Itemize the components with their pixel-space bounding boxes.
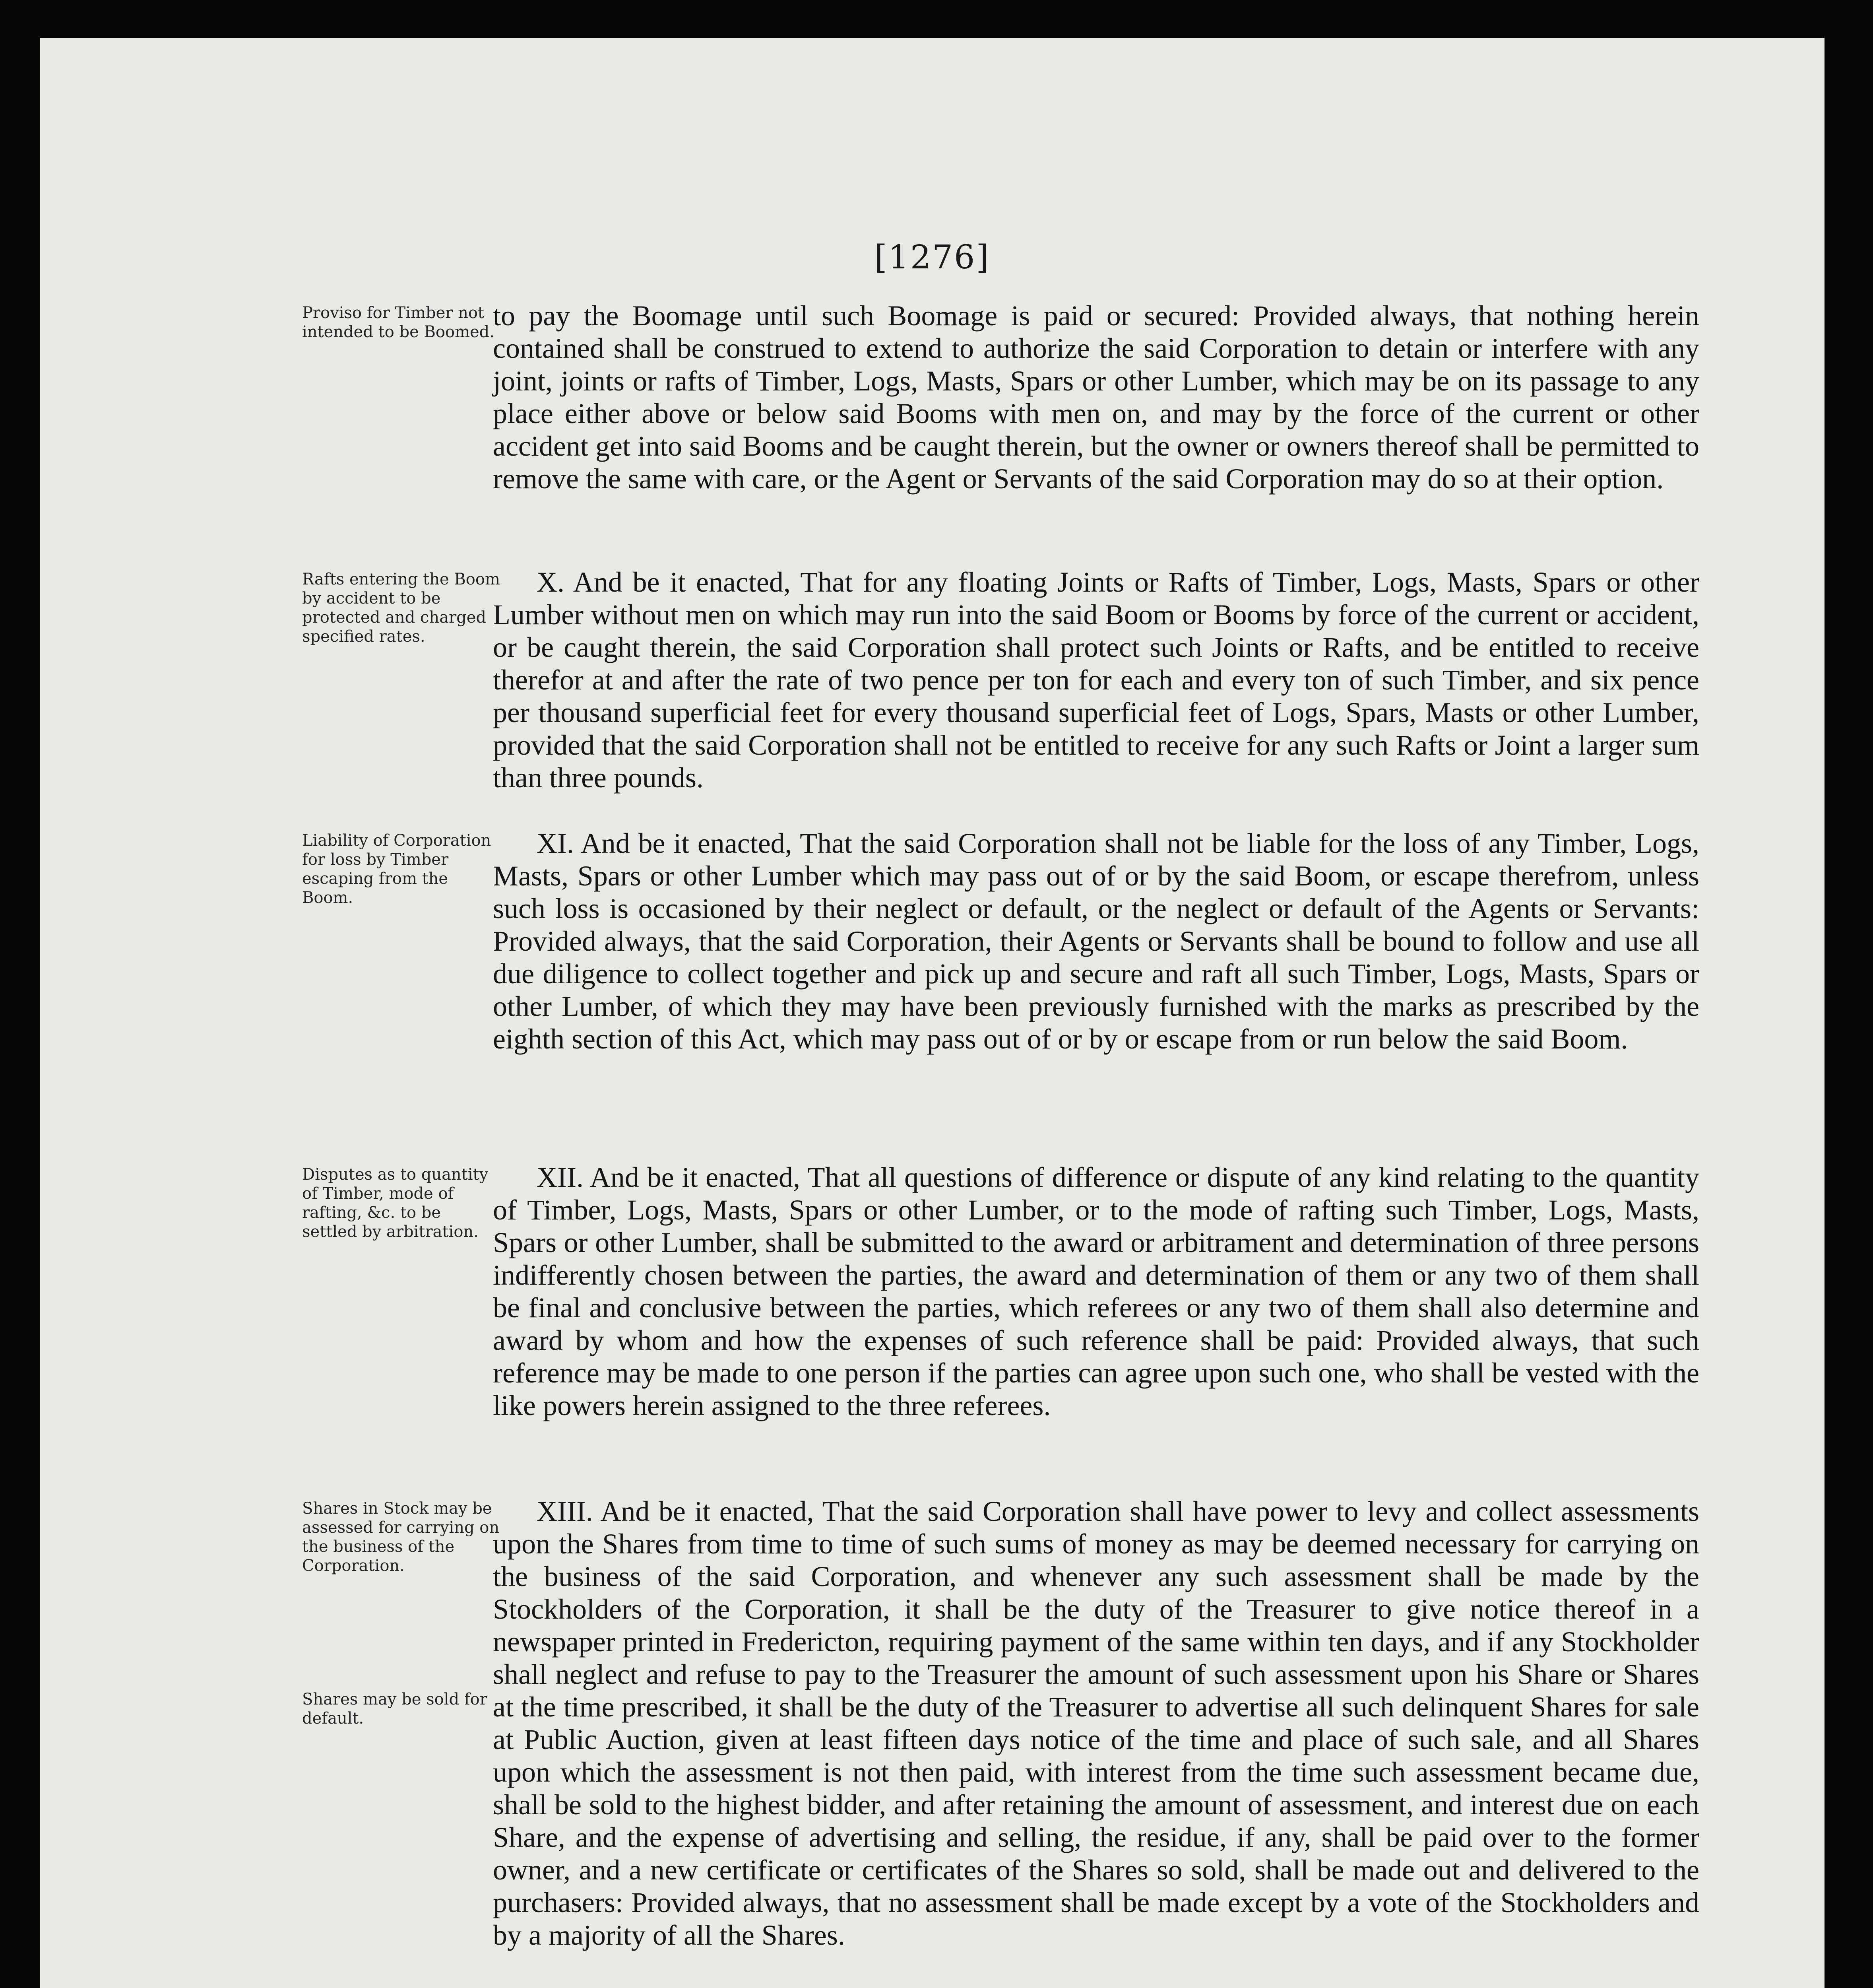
margin-note-section-xi: Liability of Corporation for loss by Timber escaping from the Boom. xyxy=(302,831,491,907)
section-continuation xyxy=(493,299,1699,495)
document-page xyxy=(40,38,1825,1988)
paragraph-text: XI. And be it enacted, That the said Corporation shall not be liable for the loss of any Timber, Logs, Masts, Spars or other Lumber which may pass out of or by the said Boom, or escape therefrom, unless such loss is occasioned by their neglect or default, or the neglect or default of the Agents or Servants: Provided always, that the said Corporation, their Agents or Servants shall be bound to follow and use all due diligence to collect together and pick up and secure and raft all such Timber, Logs, Masts, Spars or other Lumber, of which they may have been previously furnished with the marks as prescribed by the eighth section of this Act, which may pass out of or by or escape from or run below the said Boom. xyxy=(493,827,1699,1055)
page-number: [1276] xyxy=(874,239,990,276)
margin-note-shares-sold: Shares may be sold for default. xyxy=(302,1690,487,1728)
margin-note-section-xiii: Shares in Stock may be assessed for carrying on the business of the Corporation. xyxy=(302,1499,500,1575)
paragraph-text: XII. And be it enacted, That all questions of difference or dispute of any kind relating to the quantity of Timber, Logs, Masts, Spars or other Lumber, or to the mode of rafting such Timber, Logs, Masts, Spars or other Lumber, shall be submitted to the award or arbitrament and determination of three persons indifferently chosen between the parties, the award and determination of them or any two of them shall be final and conclusive between the parties, which referees or any two of them shall also determine and award by whom and how the expenses of such reference shall be paid: Provided always, that such reference may be made to one person if the parties can agree upon such one, who shall be vested with the like powers herein assigned to the three referees. xyxy=(493,1161,1699,1421)
section-x xyxy=(493,566,1699,794)
margin-note-proviso: Proviso for Timber not intended to be Boomed. xyxy=(302,304,495,341)
paragraph-text: X. And be it enacted, That for any floating Joints or Rafts of Timber, Logs, Masts, Spars or other Lumber without men on which may run into the said Boom or Booms by force of the current or accident, or be caught therein, the said Corporation shall protect such Joints or Rafts, and be entitled to receive therefor at and after the rate of two pence per ton for each and every ton of such Timber, and six pence per thousand superficial feet for every thousand superficial feet of Logs, Spars, Masts or other Lumber, provided that the said Corporation shall not be entitled to receive for any such Rafts or Joint a larger sum than three pounds. xyxy=(493,566,1699,794)
section-xii xyxy=(493,1161,1699,1422)
section-xiii xyxy=(493,1495,1699,1951)
section-xi xyxy=(493,827,1699,1055)
margin-note-section-x: Rafts entering the Boom by accident to be protected and charged specified rates. xyxy=(302,570,500,646)
margin-note-section-xii: Disputes as to quantity of Timber, mode of rafting, &c. to be settled by arbitration. xyxy=(302,1165,489,1241)
paragraph-text: XIII. And be it enacted, That the said Corporation shall have power to levy and collect assessments upon the Shares from time to time of such sums of money as may be deemed necessary for carrying on the business of the said Corporation, and whenever any such assessment shall be made by the Stockholders of the Corporation, it shall be the duty of the Treasurer to give notice thereof in a newspaper printed in Fredericton, requiring payment of the same within ten days, and if any Stockholder shall neglect and refuse to pay to the Treasurer the amount of such assessment upon his Share or Shares at the time prescribed, it shall be the duty of the Treasurer to advertise all such delinquent Shares for sale at Public Auction, given at least fifteen days notice of the time and place of such sale, and all Shares upon which the assessment is not then paid, with interest from the time such assessment became due, shall be sold to the highest bidder, and after retaining the amount of assessment, and interest due on each Share, and the expense of advertising and selling, the residue, if any, shall be paid over to the former owner, and a new certificate or certificates of the Shares so sold, shall be made out and delivered to the purchasers: Provided always, that no assessment shall be made except by a vote of the Stockholders and by a majority of all the Shares. xyxy=(493,1495,1699,1951)
paragraph-text: to pay the Boomage until such Boomage is paid or secured: Provided always, that nothing herein contained shall be construed to extend to authorize the said Corporation to detain or interfere with any joint, joints or rafts of Timber, Logs, Masts, Spars or other Lumber, which may be on its passage to any place either above or below said Booms with men on, and may by the force of the current or other accident get into said Booms and be caught therein, but the owner or owners thereof shall be permitted to remove the same with care, or the Agent or Servants of the said Corporation may do so at their option. xyxy=(493,300,1699,495)
